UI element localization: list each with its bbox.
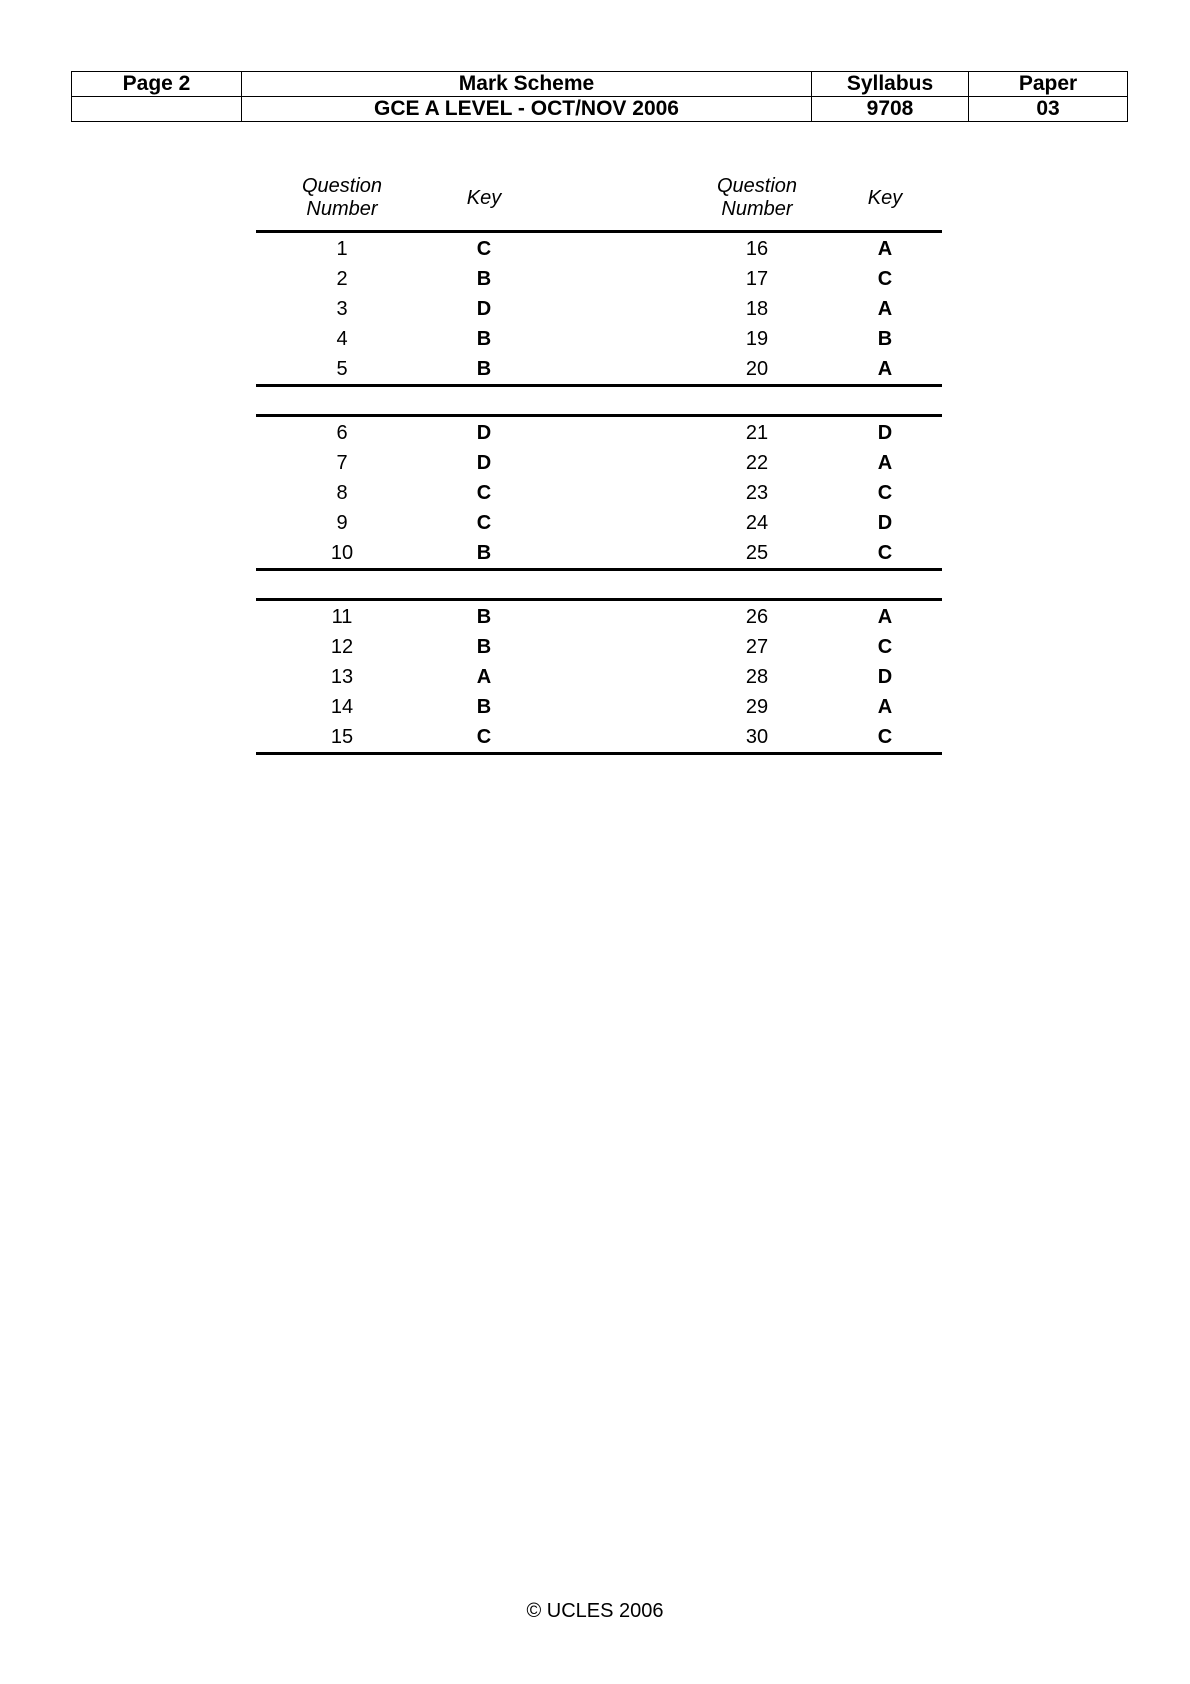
answer-key: C (476, 481, 492, 504)
answer-key: D (476, 451, 492, 474)
question-number: 18 (745, 297, 769, 320)
question-number: 9 (336, 511, 348, 534)
empty-cell (72, 97, 242, 122)
table-row (256, 478, 942, 508)
table-row (256, 448, 942, 478)
group-spacer (256, 387, 942, 414)
question-number: 3 (336, 297, 348, 320)
question-number: 24 (745, 511, 769, 534)
question-number: 1 (336, 237, 348, 260)
page-number: Page 2 (72, 72, 242, 97)
table-row (256, 602, 942, 632)
question-number-header-left (256, 175, 428, 221)
table-row (256, 508, 942, 538)
question-number: 22 (745, 451, 769, 474)
question-number: 28 (745, 665, 769, 688)
key-header-left: Key (466, 186, 502, 209)
answer-key-header (256, 166, 942, 233)
answer-key: D (476, 297, 492, 320)
answer-key: B (476, 267, 492, 290)
answer-key: A (877, 451, 893, 474)
question-number: 8 (336, 481, 348, 504)
answer-group (256, 598, 942, 755)
question-number: 17 (745, 267, 769, 290)
answer-key: B (476, 541, 492, 564)
paper-label: Paper (969, 72, 1128, 97)
header-question-text: Question (716, 175, 798, 197)
answer-key: C (877, 635, 893, 658)
question-number: 7 (336, 451, 348, 474)
question-number: 16 (745, 237, 769, 260)
answer-key-table (256, 166, 942, 755)
document-title: Mark Scheme (242, 72, 812, 97)
answer-key: C (476, 237, 492, 260)
header-row-labels (72, 72, 1128, 97)
answer-key: D (877, 665, 893, 688)
answer-key: A (877, 357, 893, 380)
header-question-text: Question (301, 175, 383, 197)
copyright-footer: © UCLES 2006 (526, 1600, 664, 1622)
answer-key: D (877, 421, 893, 444)
table-row (256, 294, 942, 324)
answer-key: A (877, 695, 893, 718)
table-row (256, 234, 942, 264)
table-row (256, 632, 942, 662)
answer-key: C (877, 481, 893, 504)
question-number: 15 (330, 725, 354, 748)
answer-key: A (877, 605, 893, 628)
header-number-text: Number (721, 198, 793, 220)
question-number: 10 (330, 541, 354, 564)
table-row (256, 418, 942, 448)
answer-key: C (476, 725, 492, 748)
question-number: 19 (745, 327, 769, 350)
answer-key: A (877, 297, 893, 320)
table-row (256, 354, 942, 384)
question-number: 4 (336, 327, 348, 350)
group-spacer (256, 571, 942, 598)
table-row (256, 662, 942, 692)
question-number: 23 (745, 481, 769, 504)
header-row-values (72, 97, 1128, 122)
answer-group (256, 414, 942, 571)
answer-key: B (476, 635, 492, 658)
answer-key: C (476, 511, 492, 534)
question-number: 14 (330, 695, 354, 718)
question-number: 27 (745, 635, 769, 658)
header-number-text: Number (306, 198, 378, 220)
syllabus-code: 9708 (812, 97, 969, 122)
answer-key: D (877, 511, 893, 534)
table-row (256, 538, 942, 568)
table-row (256, 264, 942, 294)
question-number: 29 (745, 695, 769, 718)
table-row (256, 692, 942, 722)
question-number: 25 (745, 541, 769, 564)
exam-session: GCE A LEVEL - OCT/NOV 2006 (242, 97, 812, 122)
question-number: 11 (331, 605, 353, 628)
header-table (71, 71, 1128, 122)
answer-key: B (476, 695, 492, 718)
question-number: 21 (745, 421, 769, 444)
answer-group (256, 233, 942, 387)
answer-key: C (877, 267, 893, 290)
table-row (256, 722, 942, 752)
question-number: 2 (336, 267, 348, 290)
answer-key: A (476, 665, 492, 688)
question-number: 6 (336, 421, 348, 444)
question-number: 5 (336, 357, 348, 380)
answer-key: B (476, 327, 492, 350)
answer-groups (256, 233, 942, 755)
question-number: 13 (330, 665, 354, 688)
paper-number: 03 (969, 97, 1128, 122)
question-number-header-right (686, 175, 828, 221)
question-number: 30 (745, 725, 769, 748)
answer-key: B (476, 357, 492, 380)
key-header-right: Key (867, 186, 903, 209)
answer-key: B (877, 327, 893, 350)
answer-key: C (877, 725, 893, 748)
table-row (256, 324, 942, 354)
syllabus-label: Syllabus (812, 72, 969, 97)
answer-key: B (476, 605, 492, 628)
question-number: 26 (745, 605, 769, 628)
question-number: 12 (330, 635, 354, 658)
answer-key: A (877, 237, 893, 260)
answer-key: C (877, 541, 893, 564)
question-number: 20 (745, 357, 769, 380)
answer-key: D (476, 421, 492, 444)
